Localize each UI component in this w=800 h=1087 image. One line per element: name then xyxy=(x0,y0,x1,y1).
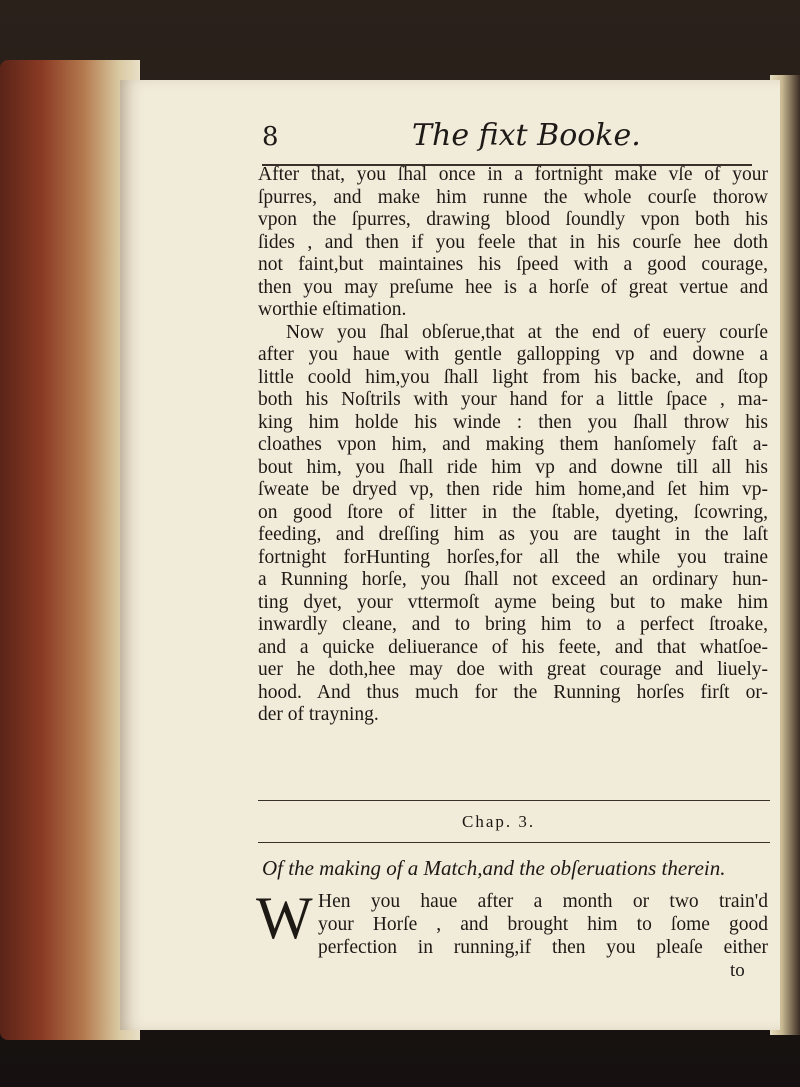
text-line: little coold him,you ſhall light from his backe, and ſtop xyxy=(258,366,768,388)
page-number: 8 xyxy=(262,122,279,152)
chapter-body xyxy=(318,890,768,959)
text-line: after you haue with gentle gallopping vp and downe a xyxy=(258,344,768,365)
text-line: not faint,but maintaines his ſpeed with a good courage, xyxy=(258,254,768,275)
chapter-title: Of the making of a Match,and the obſeruations therein. xyxy=(262,856,726,880)
drop-cap: W xyxy=(256,885,313,951)
text-line: ſides , and then if you feele that in his courſe hee doth xyxy=(258,231,768,253)
text-line: ting dyet, your vttermoſt ayme being but to make him xyxy=(258,591,768,613)
text-line: both his Noſtrils with your hand for a little ſpace , ma- xyxy=(258,389,768,410)
text-line: perfection in running,if then you pleaſe either xyxy=(318,937,768,958)
text-line: ſweate be dryed vp, then ride him home,and ſet him vp- xyxy=(258,479,768,500)
text-line: cloathes vpon him, and making them hanſomely faſt a- xyxy=(258,434,768,455)
chapter-heading: Chap. 3. xyxy=(462,812,536,831)
text-line: ſpurres, and make him runne the whole courſe thorow xyxy=(258,186,768,208)
text-line: uer he doth,hee may doe with great courage and liuely- xyxy=(258,659,768,680)
text-line: fortnight forHunting horſes,for all the while you traine xyxy=(258,546,768,568)
text-line: your Horſe , and brought him to ſome good xyxy=(318,914,768,935)
text-line: then you may preſume hee is a horſe of great vertue and xyxy=(258,276,768,298)
text-line: on good ſtore of litter in the ſtable, dyeting, ſcowring, xyxy=(258,501,768,523)
text-line: hood. And thus much for the Running horſes firſt or- xyxy=(258,681,768,703)
page-header xyxy=(262,118,752,166)
text-line: feeding, and dreſſing him as you are taught in the laſt xyxy=(258,524,768,545)
text-line: Now you ſhal obſerue,that at the end of euery courſe xyxy=(286,321,768,343)
text-line: king him holde his winde : then you ſhall throw his xyxy=(258,411,768,433)
text-line: bout him, you ſhall ride him vp and downe till all his xyxy=(258,456,768,478)
text-line: der of trayning. xyxy=(258,704,379,725)
chapter-rule-top xyxy=(258,800,770,801)
text-line: After that, you ſhal once in a fortnight make vſe of your xyxy=(258,164,768,185)
text-line: inwardly cleane, and to bring him to a perfect ſtroake, xyxy=(258,614,768,635)
book-spine xyxy=(0,60,140,1040)
text-line: a Running horſe, you ſhall not exceed an ordinary hun- xyxy=(258,569,768,590)
body-text xyxy=(258,164,768,727)
text-line: and a quicke deliuerance of his feete, and that whatſoe- xyxy=(258,636,768,658)
chapter-rule-bottom xyxy=(258,842,770,843)
text-line: worthie eſtimation. xyxy=(258,299,407,320)
text-line: vpon the ſpurres, drawing blood ſoundly vpon both his xyxy=(258,209,768,230)
running-title: The fixt Booke. xyxy=(412,118,641,153)
text-line: Hen you haue after a month or two train'd xyxy=(318,891,768,912)
catchword: to xyxy=(730,960,745,981)
